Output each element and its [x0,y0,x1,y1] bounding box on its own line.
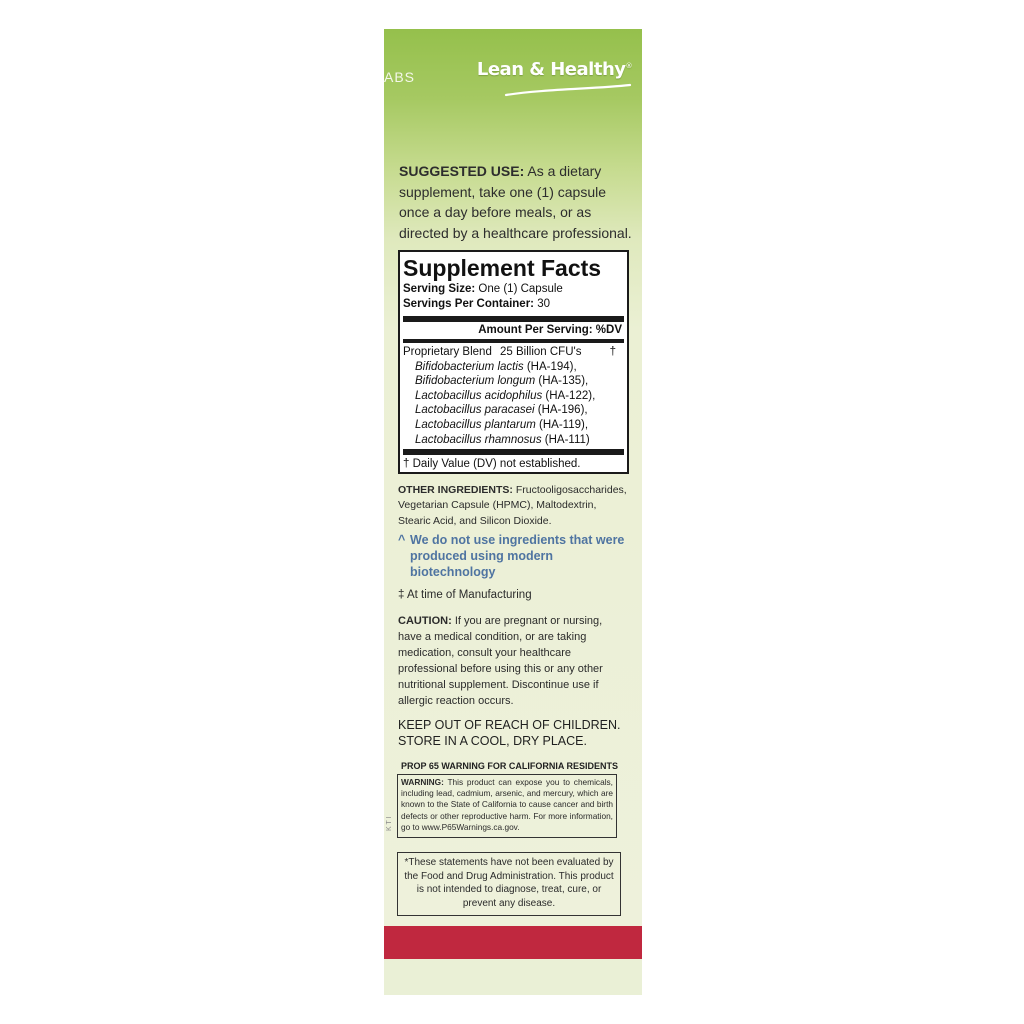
prop65-warning-box [397,774,617,838]
dv-footnote: † Daily Value (DV) not established. [403,458,581,471]
bottom-flap [384,959,642,995]
other-ingredients-label: OTHER INGREDIENTS: [398,484,513,496]
brand-swoosh-icon [504,83,634,99]
strain-row: Lactobacillus plantarum (HA-119), [415,418,589,431]
caution-label: CAUTION: [398,615,452,627]
blend-amount: 25 Billion CFU's [500,346,582,358]
servings-per-container [403,297,624,312]
suggested-use-label: SUGGESTED USE: [399,163,525,179]
supplement-facts-title: Supplement Facts [403,255,602,281]
servings-value: 30 [534,298,551,310]
suggested-use-text: As a dietary supplement, take one (1) capsule once a day before meals, or as directed by a healthcare professional. [399,163,632,241]
suggested-use [399,161,635,243]
strain-row: Lactobacillus paracasei (HA-196), [415,404,588,417]
serving-size-value: One (1) Capsule [475,283,563,295]
facts-divider [403,339,624,343]
fda-disclaimer-box [397,852,621,916]
serving-size-label: Serving Size: [403,283,476,295]
prop65-warning-text: This product can expose you to chemicals, including lead, cadmium, arsenic, and mercury, which are known to the State of California to cause cancer and birth defects or other reproductive harm. For more information, go to www.P65Warnings.ca.gov. [401,777,613,832]
brand-name: Lean & Healthy [476,59,626,80]
serving-size [403,282,624,297]
manufacturing-note: ‡ At time of Manufacturing [398,589,532,601]
strain-row: Bifidobacterium longum (HA-135), [415,375,589,388]
keep-out-line: KEEP OUT OF REACH OF CHILDREN. [398,718,621,732]
strain-row: Lactobacillus acidophilus (HA-122), [415,389,596,402]
caution-statement [398,613,624,709]
registered-mark: ® [625,62,632,70]
caret-mark: ^ [398,533,406,547]
blend-dv: † [609,346,616,358]
side-print-text: K T I [386,816,393,831]
blend-name: Proprietary Blend [403,346,492,358]
biotech-statement [398,532,630,580]
other-ingredients [398,483,630,529]
brand-logo [477,59,632,80]
strain-row: Lactobacillus rhamnosus (HA-111) [415,433,590,446]
other-ingredients-text: Fructooligosaccharides, Vegetarian Capsule (HPMC), Maltodextrin, Stearic Acid, and Silicon Dioxide. [398,484,627,527]
supplement-facts-panel [398,250,629,474]
wrapped-label-fragment: ABS [384,69,416,85]
caution-text: If you are pregnant or nursing, have a medical condition, or are taking medication, consult your healthcare professional before using this or any other nutritional supplement. Discontinue use if allergic reaction occurs. [398,615,603,707]
strain-row: Bifidobacterium lactis (HA-194), [415,360,577,373]
blend-row [403,345,624,360]
biotech-text: We do not use ingredients that were produced using modern biotechnology [410,533,625,579]
red-color-band [384,926,642,959]
store-line: STORE IN A COOL, DRY PLACE. [398,733,587,748]
product-box-side-panel [384,29,642,995]
amount-per-serving-header: Amount Per Serving: %DV [478,324,622,336]
prop65-warning-label: WARNING: [401,777,444,787]
fda-disclaimer-text: *These statements have not been evaluated by the Food and Drug Administration. This product is not intended to diagnose, treat, cure, or prevent any disease. [404,857,614,909]
prop65-title: PROP 65 WARNING FOR CALIFORNIA RESIDENTS [401,761,619,771]
storage-warning [398,718,634,749]
servings-label: Servings Per Container: [403,298,535,310]
